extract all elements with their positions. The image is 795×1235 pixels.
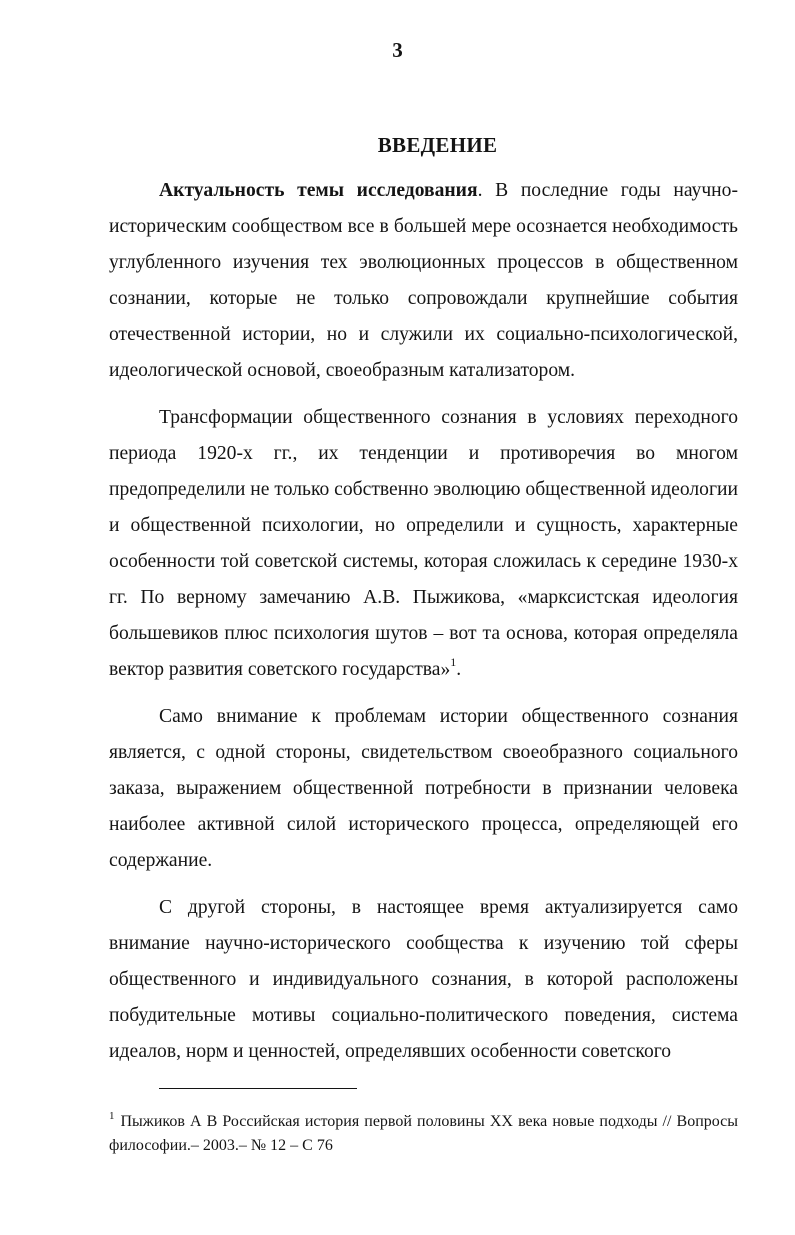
paragraph-text: . В последние годы научно-историческим сообществом все в большей мере осознается необходимость углубленного изучения тех эволюционных процессов в общественном сознании, которые не только сопровождали крупнейшие события отечественной истории, но и служили их социально-психологической, идеологической основой, своеобразным катализатором. <box>109 180 738 381</box>
paragraph-lead-label: Актуальность темы исследования <box>159 180 478 201</box>
footnote <box>109 1110 738 1158</box>
paragraph-other-side <box>109 890 738 1070</box>
paragraph-text: С другой стороны, в настоящее время актуализируется само внимание научно-исторического сообщества к изучению той сферы общественного и индивидуального сознания, в которой расположены побудительные мотивы социально-политического поведения, система идеалов, норм и ценностей, определявших особенности советского <box>109 897 738 1062</box>
paragraph-relevance <box>109 173 738 389</box>
paragraph-text: Трансформации общественного сознания в условиях переходного периода 1920-х гг., их тенденции и противоречия во многом предопределили не только собственно эволюцию общественной идеологии и общественной психологии, но определили и сущность, характерные особенности той советской системы, которая сложилась к середине 1930-х гг. По верному замечанию А.В. Пыжикова, «марксистская идеология большевиков плюс психология шутов – вот та основа, которая определяла вектор развития советского государства» <box>109 407 738 680</box>
section-heading: ВВЕДЕНИЕ <box>377 133 498 157</box>
footnote-text: Пыжиков А В Российская история первой половины XX века новые подходы // Вопросы философии.– 2003.– № 12 – С 76 <box>109 1113 738 1154</box>
footnote-reference[interactable]: 1 <box>450 655 457 669</box>
paragraph-tail: . <box>456 659 462 680</box>
page-number: 3 <box>392 38 403 62</box>
paragraph-attention <box>109 699 738 879</box>
body-text <box>109 173 738 1081</box>
paragraph-text: Само внимание к проблемам истории общественного сознания является, с одной стороны, свидетельством своеобразного социального заказа, выражением общественной потребности в признании человека наиболее активной силой исторического процесса, определяющей его содержание. <box>109 706 738 871</box>
footnote-marker: 1 <box>109 1110 115 1122</box>
footnote-divider <box>159 1088 357 1089</box>
paragraph-transformations <box>109 400 738 688</box>
